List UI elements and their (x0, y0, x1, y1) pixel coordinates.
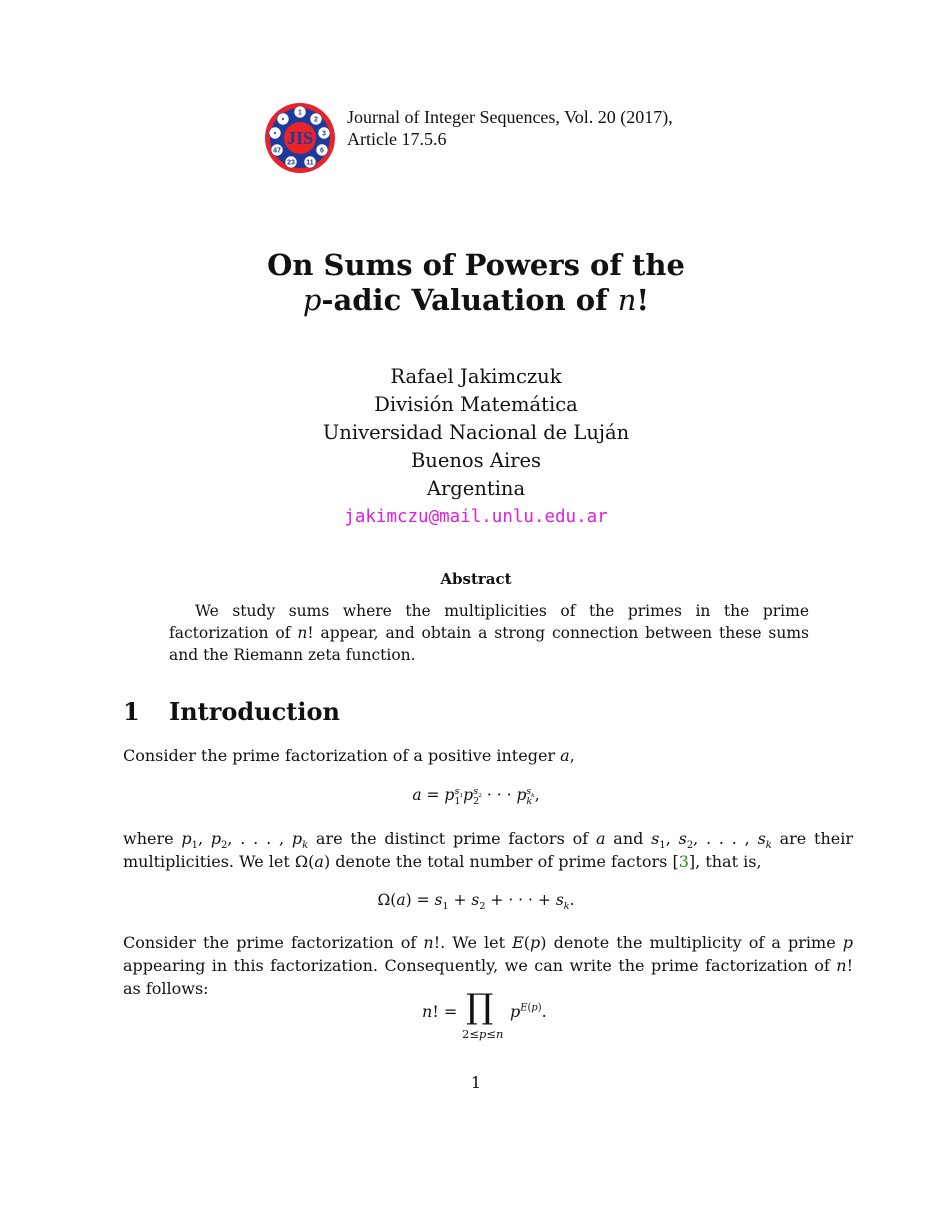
journal-line-1: Journal of Integer Sequences, Vol. 20 (2017), (347, 107, 673, 127)
author-city: Buenos Aires (410, 449, 542, 472)
author-email-link[interactable]: jakimczu@mail.unlu.edu.ar (344, 507, 608, 527)
section-title: Introduction (169, 697, 340, 726)
svg-text:JIS: JIS (286, 128, 314, 148)
journal-info (347, 106, 673, 150)
svg-text:•: • (281, 116, 285, 124)
author-country: Argentina (426, 477, 526, 500)
jis-logo (264, 102, 336, 174)
paper-title (0, 248, 952, 318)
svg-text:2: 2 (314, 116, 318, 124)
equation-product: n! = ∏ 2≤p≤n $p^{E(p)}$. (422, 987, 547, 1041)
section-number: 1 (123, 697, 140, 726)
citation-link[interactable]: 3 (678, 852, 689, 871)
paragraph-3: Consider the prime factorization of n!. We let E(p) denote the multiplicity of a prime p appearing in this factorization. Consequently, we can write the prime factorization of n! as follows: (123, 933, 854, 998)
svg-text:3: 3 (322, 130, 326, 138)
svg-text:23: 23 (287, 159, 295, 167)
author-name: Rafael Jakimczuk (390, 365, 562, 388)
title-line-2: p-adic Valuation of n! (302, 283, 650, 317)
page-number: 1 (470, 1073, 482, 1092)
journal-line-2: Article 17.5.6 (347, 129, 447, 149)
author-block (0, 363, 952, 531)
equation-omega: $\Omega(a) = s_1 + s_2$ + · · · + $s_k$. (377, 891, 575, 913)
paragraph-1: Consider the prime factorization of a positive integer a, (123, 746, 575, 765)
section-heading (123, 697, 340, 726)
title-line-1: On Sums of Powers of the (267, 248, 685, 282)
svg-text:11: 11 (306, 159, 314, 167)
svg-text:6: 6 (320, 147, 324, 155)
svg-text:1: 1 (298, 109, 302, 117)
author-department: División Matemática (374, 393, 578, 416)
svg-text:47: 47 (273, 147, 281, 155)
equation-factorization: $a = p_1^{s_1}p_2^{s_2}$ · · · $p_k^{s_k}$, (412, 785, 540, 808)
paragraph-2: where $p_1$, $p_2$, . . . , $p_k$ are the distinct prime factors of a and $s_1$, $s_2$, . . . , $s_k$ are their multiplicities. We let Ω(a) denote the total number of prime factors [3], that is, (123, 829, 854, 871)
author-university: Universidad Nacional de Luján (322, 421, 630, 444)
abstract-heading: Abstract (440, 570, 512, 588)
abstract-text: We study sums where the multiplicities of the primes in the prime factorization of n! appear, and obtain a strong connection between these sums and the Riemann zeta function. (169, 602, 809, 664)
svg-text:•: • (273, 130, 277, 138)
